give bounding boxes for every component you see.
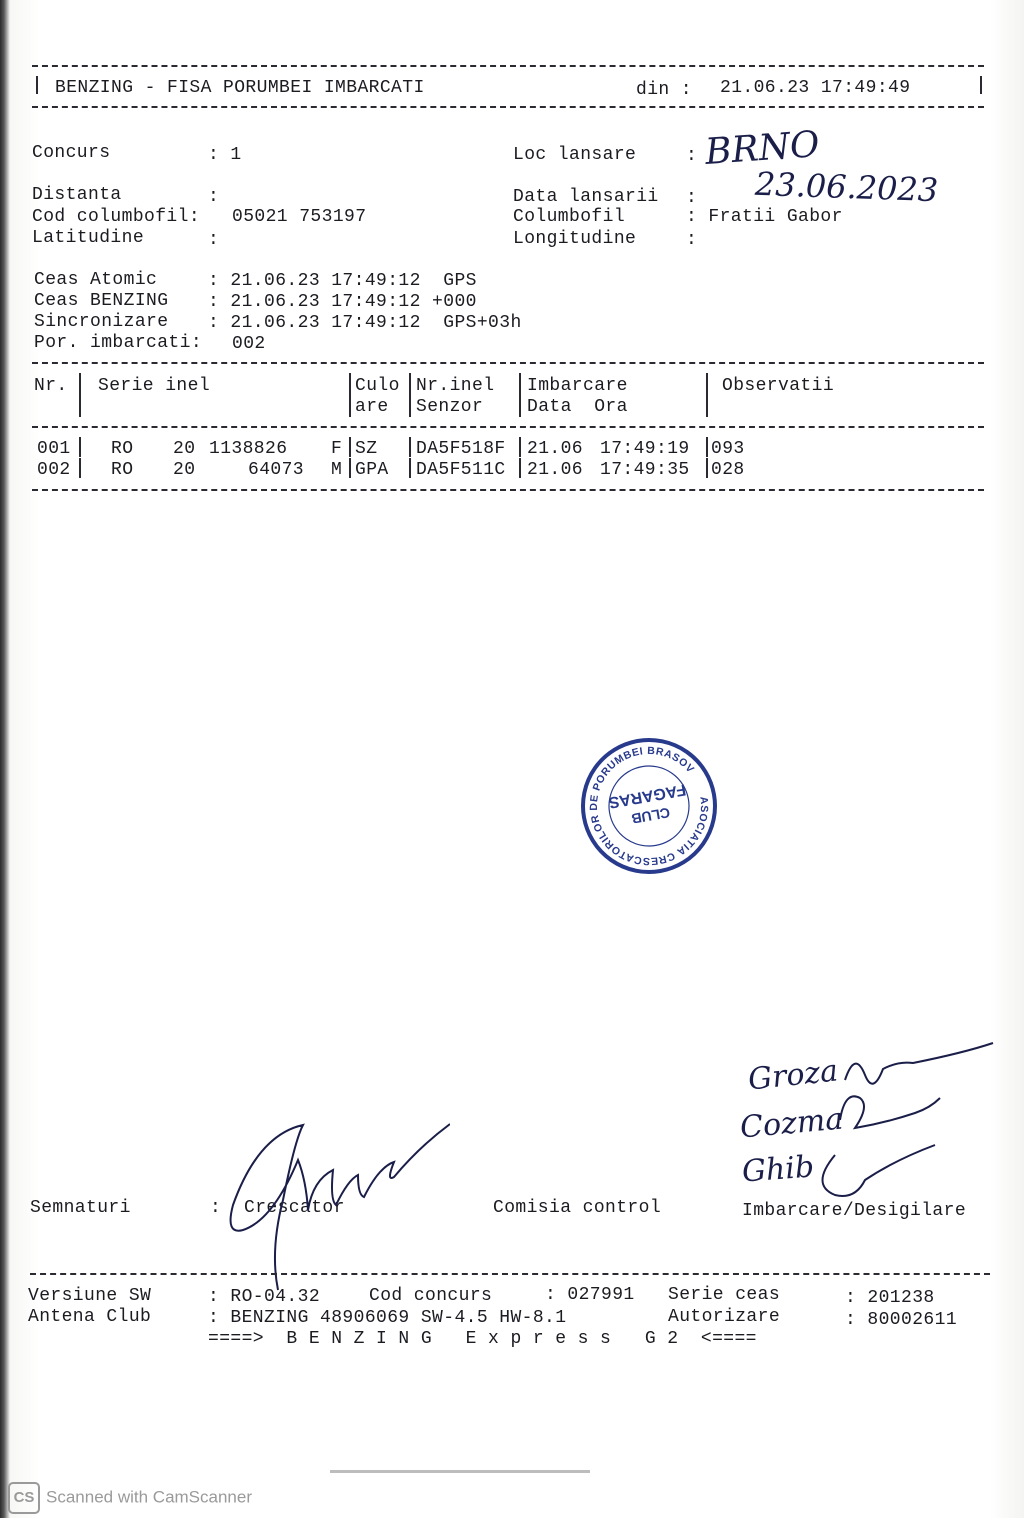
scan-artifact: [330, 1470, 590, 1473]
row-color: SZ: [355, 439, 378, 459]
ceas-atomic-label: Ceas Atomic: [34, 270, 158, 290]
distanta-colon: :: [208, 187, 220, 207]
stamp-outer-text: ASOCIATIA CRESCATORILOR DE PORUMBEI BRASOV: [587, 744, 711, 868]
header-left-bar: [36, 76, 38, 94]
ceas-benzing-value: : 21.06.23 17:49:12 +000: [208, 292, 477, 312]
crescator-label: Crescator: [244, 1198, 345, 1218]
table-bottom-rule: [32, 489, 984, 491]
imbarcare-desigilare-label: Imbarcare/Desigilare: [742, 1201, 967, 1221]
commission-signature-2: Cozma: [738, 1101, 845, 1146]
col-header-serie-inel: Serie inel: [98, 376, 211, 396]
camscanner-logo-icon: CS: [8, 1482, 40, 1514]
col-header-nr-inel-1: Nr.inel: [416, 376, 495, 396]
col-divider: [409, 458, 411, 478]
col-header-nr: Nr.: [34, 376, 68, 396]
concurs-label: Concurs: [32, 143, 111, 163]
longitudine-colon: :: [686, 230, 698, 250]
row-sensor: DA5F511C: [416, 460, 506, 480]
data-lansarii-label: Data lansarii: [513, 187, 659, 207]
footer-top-rule: [30, 1273, 990, 1275]
columbofil-value: : Fratii Gabor: [686, 207, 843, 227]
col-divider: [409, 373, 411, 417]
loc-lansare-colon: :: [686, 146, 698, 166]
row-sex: M: [331, 460, 343, 480]
row-nr: 001: [37, 439, 71, 459]
row-obs: 093: [711, 439, 745, 459]
ceas-atomic-value: : 21.06.23 17:49:12 GPS: [208, 271, 477, 291]
longitudine-label: Longitudine: [513, 229, 637, 249]
row-year: 20: [173, 439, 196, 459]
col-header-culoare-1: Culo: [355, 376, 400, 396]
col-divider: [349, 458, 351, 478]
por-imbarcati-value: 002: [232, 334, 266, 354]
data-lansarii-handwritten: 23.06.2023: [754, 164, 939, 210]
ceas-benzing-label: Ceas BENZING: [34, 291, 169, 311]
cod-concurs-label: Cod concurs: [369, 1286, 493, 1306]
col-divider: [409, 437, 411, 457]
col-divider: [519, 437, 521, 457]
col-header-imbarcare-1: Imbarcare: [527, 376, 628, 396]
camscanner-watermark: [8, 1482, 252, 1514]
col-header-imbarcare-2: Data Ora: [527, 397, 628, 417]
distanta-label: Distanta: [32, 185, 122, 205]
semnaturi-label: Semnaturi: [30, 1198, 131, 1218]
col-divider: [349, 373, 351, 417]
commission-signature-3: Ghib: [740, 1149, 816, 1190]
serie-ceas-value: : 201238: [845, 1288, 935, 1308]
header-din-label: din :: [636, 80, 693, 100]
stamp-club-text: CLUB: [630, 804, 672, 828]
crescator-signature: [200, 1110, 450, 1300]
header-top-rule: [32, 65, 984, 67]
row-time: 17:49:35: [600, 460, 690, 480]
col-divider: [79, 437, 81, 457]
col-divider: [706, 373, 708, 417]
sincronizare-value: : 21.06.23 17:49:12 GPS+03h: [208, 313, 522, 333]
col-header-observatii: Observatii: [722, 376, 835, 396]
serie-ceas-label: Serie ceas: [668, 1285, 781, 1305]
col-divider: [79, 373, 81, 417]
row-nr: 002: [37, 460, 71, 480]
data-lansarii-colon: :: [686, 188, 698, 208]
versiune-sw-label: Versiune SW: [28, 1286, 152, 1306]
versiune-sw-value: : RO-04.32: [208, 1287, 321, 1307]
table-header-rule: [32, 426, 984, 428]
row-date: 21.06: [527, 460, 584, 480]
sincronizare-label: Sincronizare: [34, 312, 169, 332]
header-datetime: 21.06.23 17:49:49: [720, 78, 911, 98]
benzing-express-banner: ====> B E N Z I N G E x p r e s s G 2 <====: [208, 1329, 757, 1349]
row-sex: F: [331, 439, 343, 459]
cod-columbofil-label: Cod columbofil:: [32, 207, 201, 227]
col-header-culoare-2: are: [355, 397, 389, 417]
row-obs: 028: [711, 460, 745, 480]
row-ring: 1138826: [209, 439, 288, 459]
autorizare-value: : 80002611: [845, 1310, 958, 1330]
por-imbarcati-label: Por. imbarcati:: [34, 333, 203, 353]
cod-concurs-value: : 027991: [545, 1285, 635, 1305]
col-divider: [706, 458, 708, 478]
semnaturi-colon: :: [210, 1198, 222, 1218]
table-top-rule: [32, 362, 984, 364]
loc-lansare-label: Loc lansare: [513, 145, 637, 165]
row-ring: 64073: [248, 460, 305, 480]
comisia-control-label: Comisia control: [493, 1198, 662, 1218]
col-divider: [349, 437, 351, 457]
concurs-value: : 1: [208, 145, 242, 165]
col-header-nr-inel-2: Senzor: [416, 397, 484, 417]
document-title: BENZING - FISA PORUMBEI IMBARCATI: [55, 78, 425, 98]
latitudine-label: Latitudine: [32, 228, 145, 248]
cod-columbofil-value: 05021 753197: [232, 207, 367, 227]
club-stamp: [578, 735, 720, 877]
row-year: 20: [173, 460, 196, 480]
col-divider: [79, 458, 81, 478]
stamp-fagaras-text: FAGARAS: [607, 780, 688, 811]
columbofil-label: Columbofil: [513, 207, 626, 227]
camscanner-text: Scanned with CamScanner: [46, 1487, 253, 1507]
header-right-bar: [980, 76, 982, 94]
row-time: 17:49:19: [600, 439, 690, 459]
antena-club-value: : BENZING 48906069 SW-4.5 HW-8.1: [208, 1308, 567, 1328]
row-country: RO: [111, 439, 134, 459]
commission-signature-strokes: [740, 1030, 1000, 1210]
latitudine-colon: :: [208, 230, 220, 250]
autorizare-label: Autorizare: [668, 1307, 781, 1327]
loc-lansare-handwritten: BRNO: [703, 124, 821, 173]
header-bottom-rule: [32, 106, 984, 108]
commission-signature-1: Groza: [746, 1053, 840, 1098]
row-color: GPA: [355, 460, 389, 480]
antena-club-label: Antena Club: [28, 1307, 152, 1327]
row-sensor: DA5F518F: [416, 439, 506, 459]
row-date: 21.06: [527, 439, 584, 459]
row-country: RO: [111, 460, 134, 480]
col-divider: [519, 458, 521, 478]
col-divider: [706, 437, 708, 457]
col-divider: [519, 373, 521, 417]
